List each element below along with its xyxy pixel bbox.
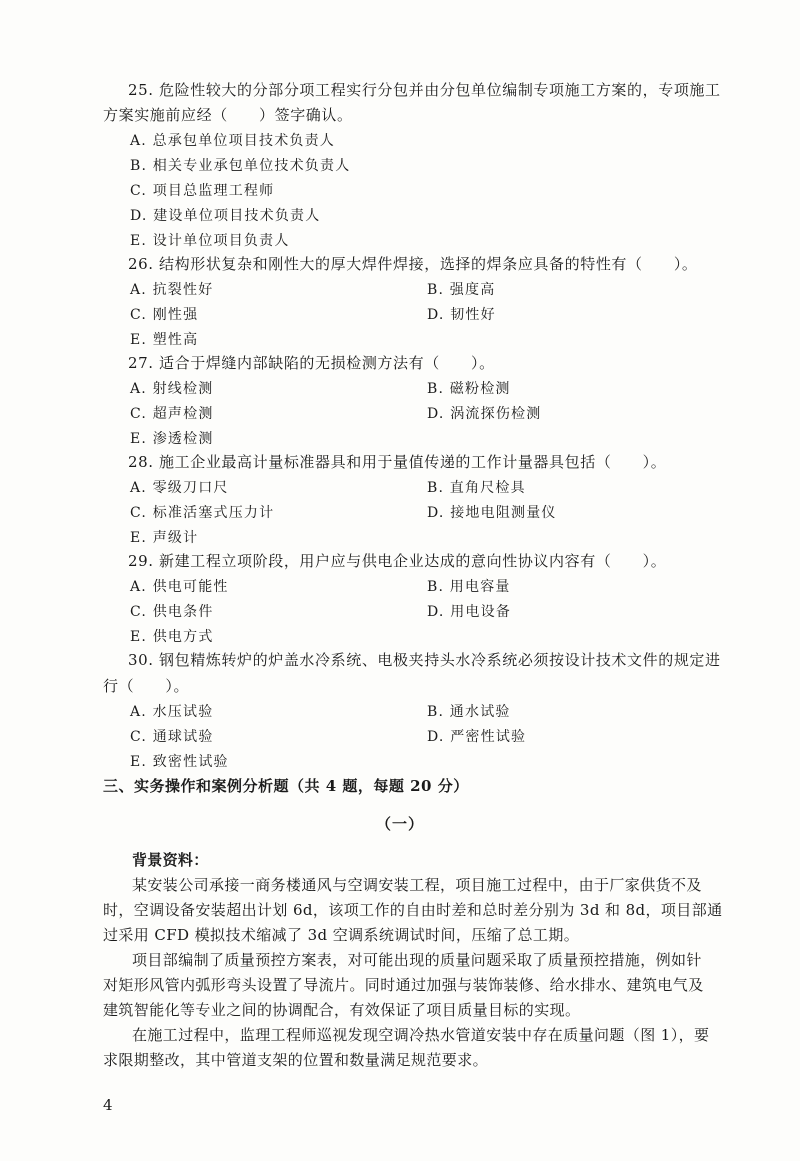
option-c: C. 项目总监理工程师 (130, 183, 275, 199)
option-b: B. 强度高 (427, 282, 496, 298)
question-stem: 30. 钢包精炼转炉的炉盖水冷系统、电极夹持头水冷系统必须按设计技术文件的规定进 (128, 651, 721, 669)
question-stem: 27. 适合于焊缝内部缺陷的无损检测方法有（ ）。 (128, 354, 495, 372)
option-c: C. 标准活塞式压力计 (130, 505, 275, 521)
option-d: D. 严密性试验 (427, 729, 527, 745)
option-e: E. 致密性试验 (130, 754, 229, 770)
page-number: 4 (103, 1096, 113, 1114)
paragraph-line: 建筑智能化等专业之间的协调配合，有效保证了项目质量目标的实现。 (103, 1001, 581, 1019)
option-b: B. 通水试验 (427, 704, 511, 720)
option-e: E. 供电方式 (130, 629, 214, 645)
question-stem: 29. 新建工程立项阶段，用户应与供电企业达成的意向性协议内容有（ ）。 (128, 552, 667, 570)
option-b: B. 相关专业承包单位技术负责人 (130, 158, 351, 174)
option-c: C. 超声检测 (130, 406, 214, 422)
question-stem: 26. 结构形状复杂和刚性大的厚大焊件焊接，选择的焊条应具备的特性有（ ）。 (128, 255, 698, 273)
background-label: 背景资料： (132, 851, 209, 869)
option-e: E. 声级计 (130, 530, 199, 546)
option-d: D. 建设单位项目技术负责人 (130, 208, 321, 224)
option-b: B. 磁粉检测 (427, 381, 511, 397)
option-b: B. 直角尺检具 (427, 480, 526, 496)
option-d: D. 涡流探伤检测 (427, 406, 542, 422)
option-d: D. 韧性好 (427, 307, 496, 323)
question-stem: 行（ ）。 (103, 677, 190, 695)
paragraph-line: 在施工过程中，监理工程师巡视发现空调冷热水管道安装中存在质量问题（图 1），要 (132, 1026, 710, 1044)
section-title: 三、实务操作和案例分析题（共 4 题，每题 20 分） (103, 777, 469, 795)
paragraph-line: 求限期整改，其中管道支架的位置和数量满足规范要求。 (103, 1051, 489, 1069)
option-e: E. 渗透检测 (130, 431, 214, 447)
option-e: E. 设计单位项目负责人 (130, 233, 290, 249)
paragraph-line: 某安装公司承接一商务楼通风与空调安装工程，项目施工过程中，由于厂家供货不及 (132, 876, 702, 894)
option-d: D. 接地电阻测量仪 (427, 505, 557, 521)
option-b: B. 用电容量 (427, 579, 511, 595)
paragraph-line: 对矩形风管内弧形弯头设置了导流片。同时通过加强与装饰装修、给水排水、建筑电气及 (103, 976, 704, 994)
paragraph-line: 项目部编制了质量预控方案表，对可能出现的质量问题采取了质量预控措施，例如针 (132, 951, 702, 969)
case-number: （一） (375, 815, 425, 833)
option-a: A. 抗裂性好 (130, 282, 214, 298)
paragraph-line: 时，空调设备安装超出计划 6d，该项工作的自由时差和总时差分别为 3d 和 8d，项目部通 (103, 901, 723, 919)
option-d: D. 用电设备 (427, 604, 512, 620)
option-a: A. 总承包单位项目技术负责人 (130, 133, 336, 149)
option-c: C. 刚性强 (130, 307, 199, 323)
option-c: C. 通球试验 (130, 729, 214, 745)
option-e: E. 塑性高 (130, 332, 199, 348)
question-stem: 25. 危险性较大的分部分项工程实行分包并由分包单位编制专项施工方案的，专项施工 (128, 81, 721, 99)
question-stem: 28. 施工企业最高计量标准器具和用于量值传递的工作计量器具包括（ ）。 (128, 453, 667, 471)
paragraph-line: 过采用 CFD 模拟技术缩减了 3d 空调系统调试时间，压缩了总工期。 (103, 926, 580, 944)
option-a: A. 零级刀口尺 (130, 480, 229, 496)
option-c: C. 供电条件 (130, 604, 214, 620)
option-a: A. 供电可能性 (130, 579, 229, 595)
option-a: A. 水压试验 (130, 704, 214, 720)
question-stem: 方案实施前应经（ ）签字确认。 (103, 106, 353, 124)
option-a: A. 射线检测 (130, 381, 214, 397)
